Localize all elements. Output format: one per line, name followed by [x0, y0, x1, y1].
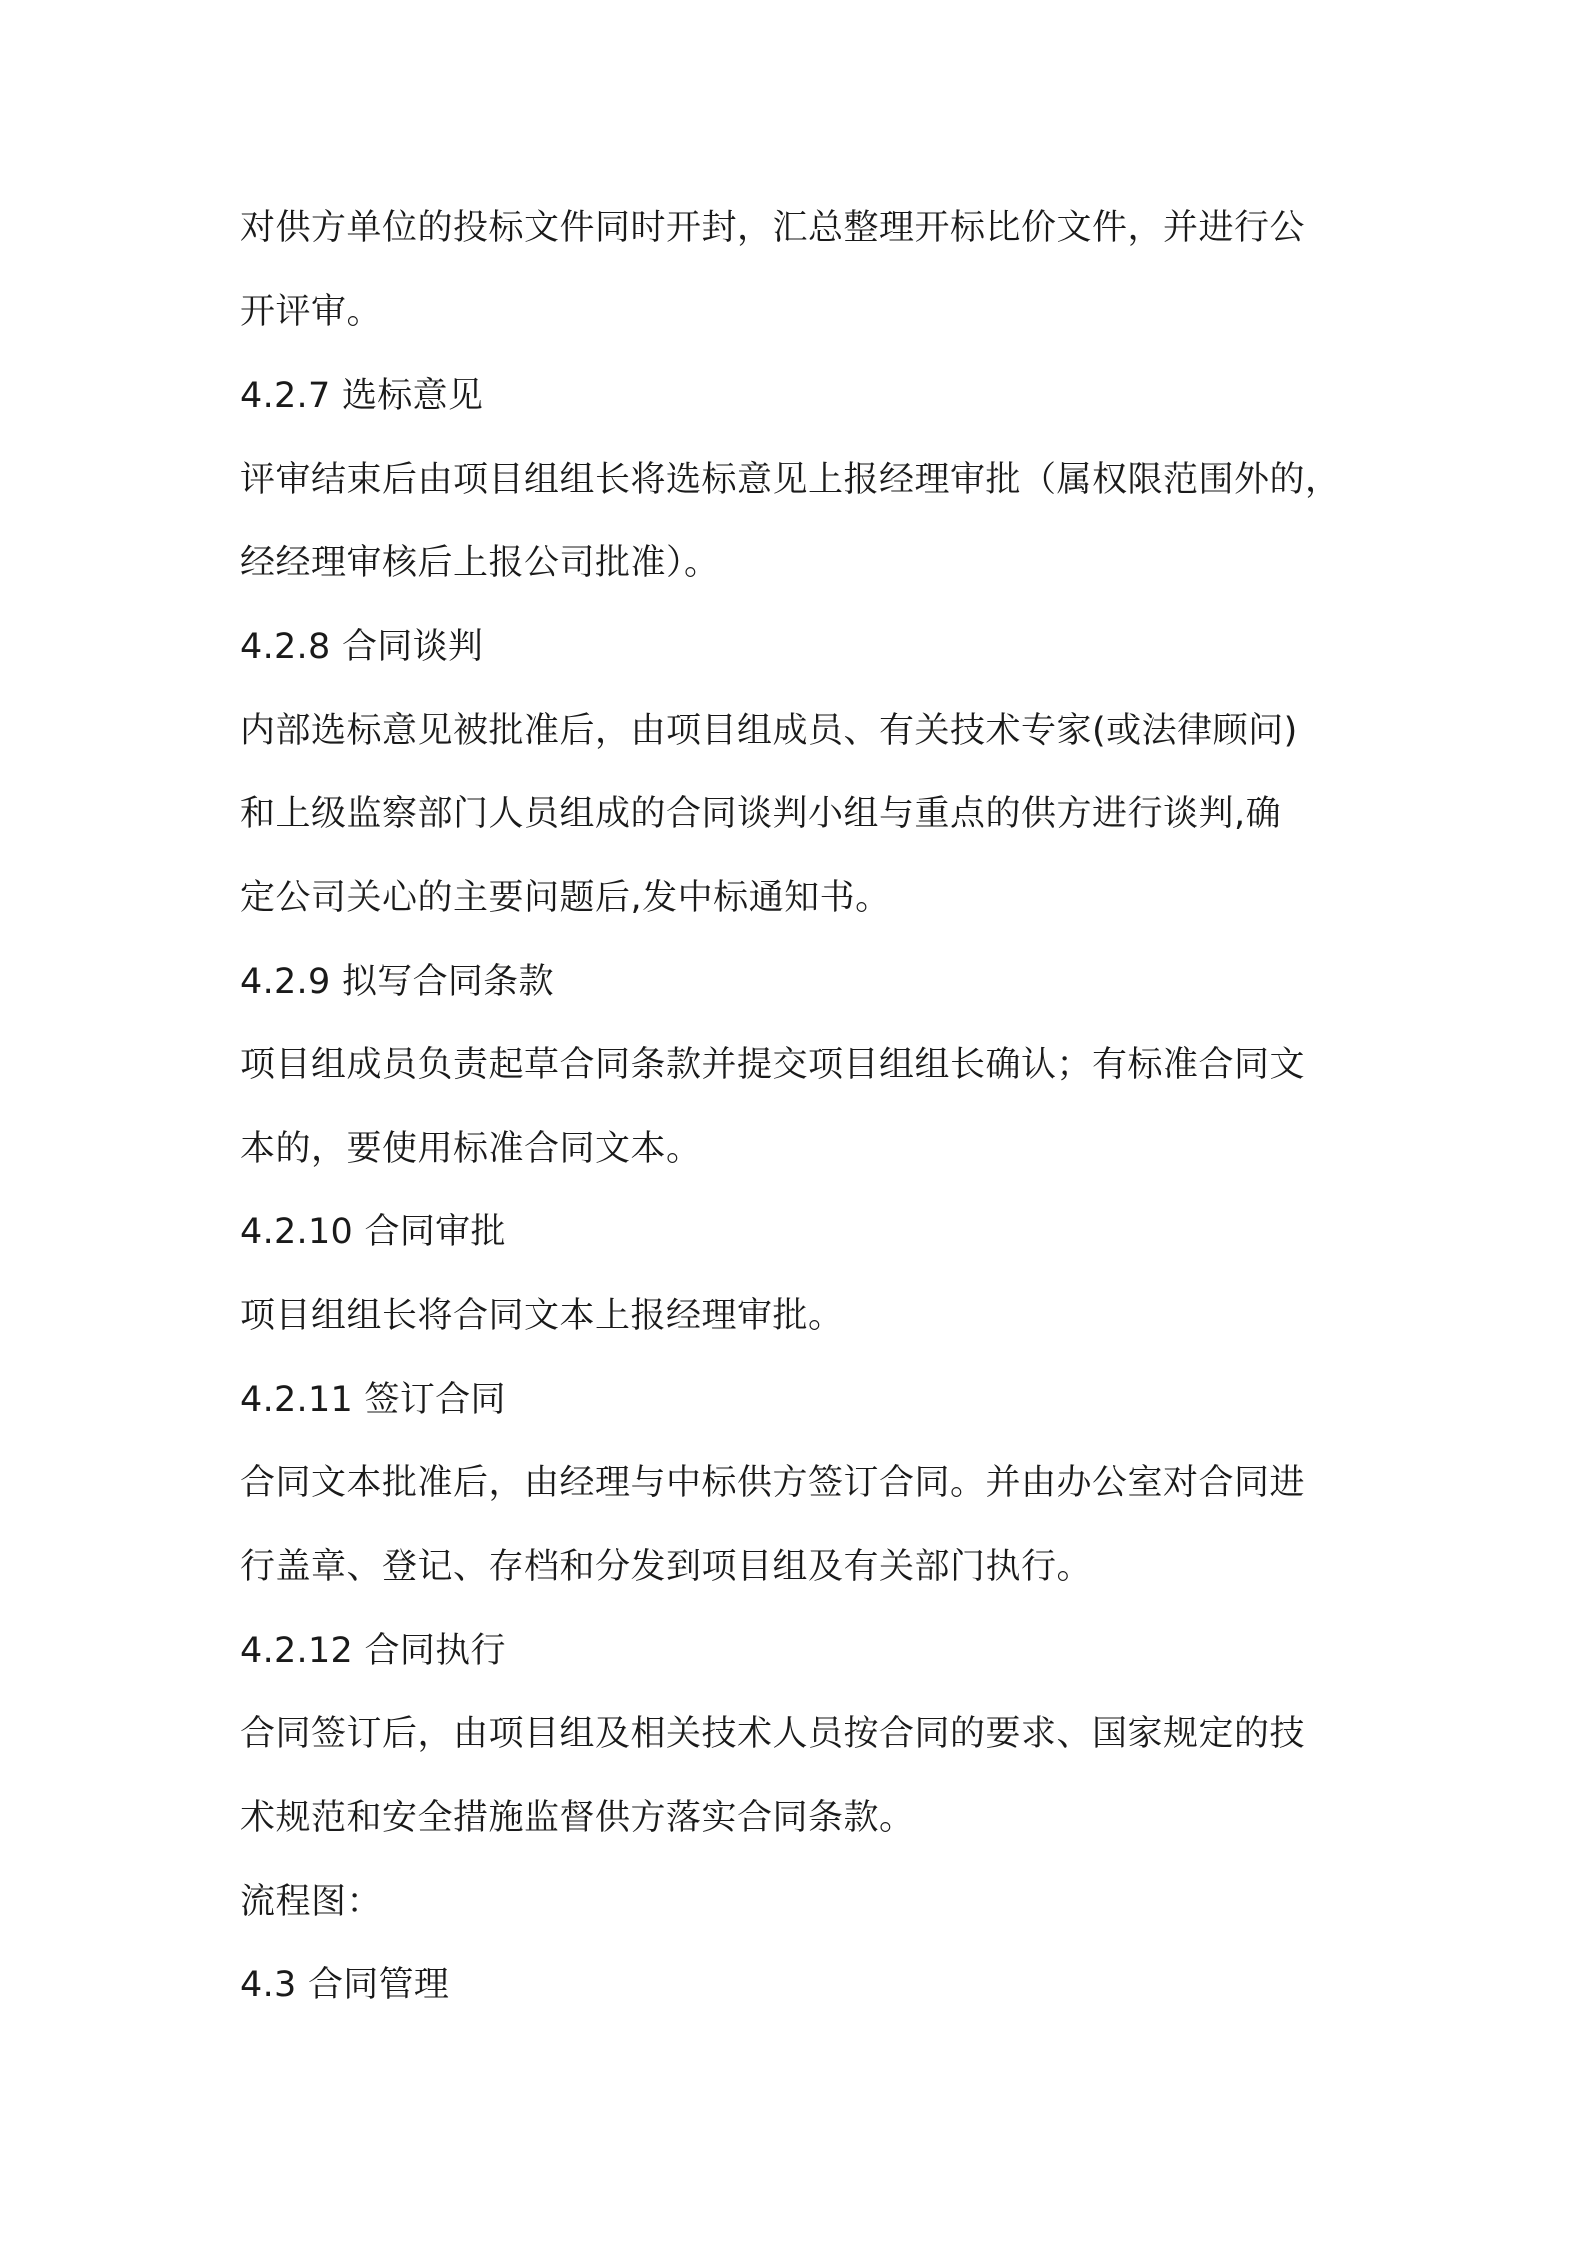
- paragraph-line-stamp-and-file: 行盖章、登记、存档和分发到项目组及有关部门执行。: [240, 1547, 1093, 1587]
- paragraph-line-negotiation-parties: 和上级监察部门人员组成的合同谈判小组与重点的供方进行谈判,确: [240, 794, 1282, 834]
- section-heading-4-3: 4.3 合同管理: [240, 1965, 450, 2005]
- section-heading-4-2-12: 4.2.12 合同执行: [240, 1631, 506, 1671]
- paragraph-line-negotiation-team: 内部选标意见被批准后，由项目组成员、有关技术专家(或法律顾问): [240, 711, 1298, 751]
- section-heading-4-2-11: 4.2.11 签订合同: [240, 1380, 506, 1420]
- paragraph-line-contract-execution: 合同签订后，由项目组及相关技术人员按合同的要求、国家规定的技: [240, 1714, 1306, 1754]
- paragraph-line-opening-bids: 对供方单位的投标文件同时开封，汇总整理开标比价文件，并进行公: [240, 208, 1306, 248]
- paragraph-line-public-review: 开评审。: [240, 292, 383, 332]
- paragraph-line-supervision: 术规范和安全措施监督供方落实合同条款。: [240, 1798, 915, 1838]
- paragraph-line-company-approval: 经经理审核后上报公司批准）。: [240, 543, 720, 583]
- paragraph-line-sign-contract: 合同文本批准后，由经理与中标供方签订合同。并由办公室对合同进: [240, 1463, 1306, 1503]
- paragraph-line-contract-approval: 项目组组长将合同文本上报经理审批。: [240, 1296, 844, 1336]
- paragraph-line-review-result: 评审结束后由项目组组长将选标意见上报经理审批（属权限范围外的，: [240, 460, 1341, 500]
- paragraph-line-award-notice: 定公司关心的主要问题后,发中标通知书。: [240, 878, 891, 918]
- section-heading-4-2-7: 4.2.7 选标意见: [240, 376, 484, 416]
- paragraph-line-draft-clauses: 项目组成员负责起草合同条款并提交项目组组长确认；有标准合同文: [240, 1045, 1306, 1085]
- paragraph-line-standard-contract: 本的，要使用标准合同文本。: [240, 1129, 702, 1169]
- section-heading-4-2-9: 4.2.9 拟写合同条款: [240, 962, 554, 1002]
- section-heading-4-2-8: 4.2.8 合同谈判: [240, 627, 484, 667]
- flowchart-label: 流程图：: [240, 1882, 383, 1922]
- section-heading-4-2-10: 4.2.10 合同审批: [240, 1212, 506, 1252]
